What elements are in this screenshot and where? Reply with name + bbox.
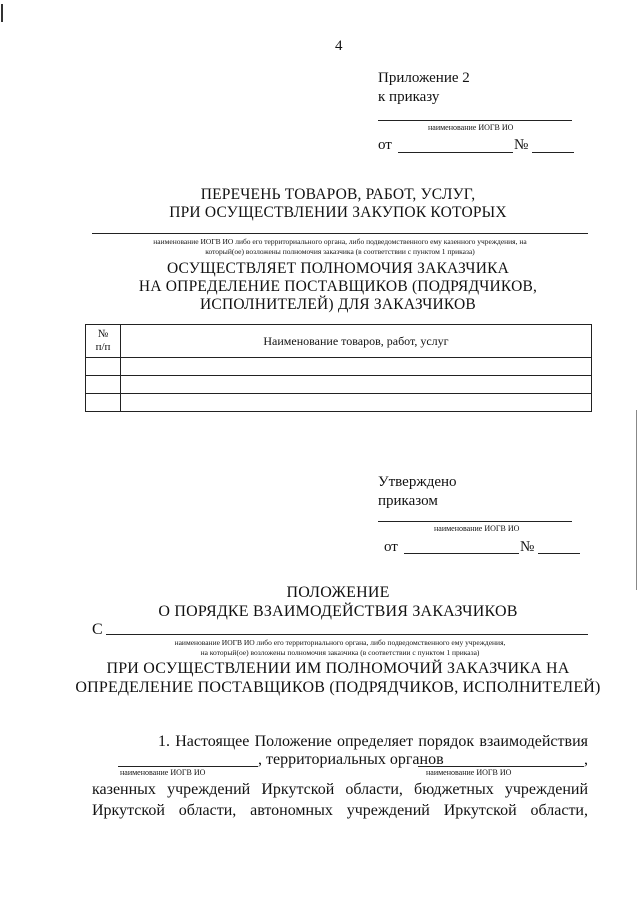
list-title-line2: ПРИ ОСУЩЕСТВЛЕНИИ ЗАКУПОК КОТОРЫХ [169,204,507,221]
regulation-caption1: наименование ИОГВ ИО либо его территориального органа, либо подведомственного ему учреждения, [174,638,506,647]
approved-date-prefix: от [384,539,398,555]
list-title-line5: ИСПОЛНИТЕЛЕЙ) ДЛЯ ЗАКАЗЧИКОВ [200,296,476,313]
page-number: 4 [335,38,343,54]
list-title-fill-line [92,233,588,234]
approved-name-caption: наименование ИОГВ ИО [434,524,520,533]
body-fill-line-right [418,766,584,767]
scan-edge-mark-right [636,410,637,590]
table-row [86,358,592,376]
body-para1-mid: , территориальных органов [258,751,444,768]
approved-line1: Утверждено [378,474,457,490]
body-para1-line1: 1. Настоящее Положение определяет порядок взаимодействия [158,733,588,750]
regulation-title-line2: О ПОРЯДКЕ ВЗАИМОДЕЙСТВИЯ ЗАКАЗЧИКОВ [158,603,518,620]
appendix-date-prefix: от [378,137,392,153]
regulation-fill-line [106,634,588,635]
scan-edge-mark-top [1,4,3,22]
table-cell-number [86,394,121,412]
regulation-title-line4: ОПРЕДЕЛЕНИЕ ПОСТАВЩИКОВ (ПОДРЯДЧИКОВ, ИСПОЛНИТЕЛЕЙ) [75,679,601,696]
column-header-number-line1: № [97,328,109,340]
approved-name-line [378,521,572,522]
body-caption-left: наименование ИОГВ ИО [120,768,206,777]
regulation-prefix: С [92,621,103,638]
list-title-line4: НА ОПРЕДЕЛЕНИЕ ПОСТАВЩИКОВ (ПОДРЯДЧИКОВ, [138,278,538,295]
appendix-date-line [398,152,513,153]
body-caption-right: наименование ИОГВ ИО [426,768,512,777]
list-title-line1: ПЕРЕЧЕНЬ ТОВАРОВ, РАБОТ, УСЛУГ, [200,186,476,203]
list-title-caption2: который(ое) возложены полномочия заказчика (в соответствии с пунктом 1 приказа) [205,247,475,256]
approved-line2: приказом [378,493,438,509]
goods-table [85,324,592,412]
appendix-line2: к приказу [378,89,440,105]
column-header-number [86,325,121,358]
appendix-name-line [378,120,572,121]
regulation-caption2: на который(ое) возложены полномочия заказчика (в соответствии с пунктом 1 приказа) [200,648,480,657]
approved-date-line [404,553,519,554]
body-fill-line-left [118,766,258,767]
list-title-caption1: наименование ИОГВ ИО либо его территориального органа, либо подведомственного ему казенного учреждения, на [153,237,527,246]
table-header-row [86,325,592,358]
appendix-number-sign: № [514,137,529,153]
appendix-name-caption: наименование ИОГВ ИО [428,123,514,132]
approved-number-line [538,553,580,554]
body-para1-end: , [584,751,588,768]
approved-number-sign: № [520,539,535,555]
appendix-line1: Приложение 2 [378,70,470,86]
table-cell-name [121,394,592,412]
table-cell-name [121,376,592,394]
table-cell-number [86,358,121,376]
regulation-title-line1: ПОЛОЖЕНИЕ [286,584,390,601]
list-title-line3: ОСУЩЕСТВЛЯЕТ ПОЛНОМОЧИЯ ЗАКАЗЧИКА [166,260,510,277]
body-line3: казенных учреждений Иркутской области, бюджетных учреждений [92,781,588,798]
column-header-number-line2: п/п [95,341,111,353]
table-cell-name [121,358,592,376]
column-header-name: Наименование товаров, работ, услуг [121,325,592,358]
table-row [86,394,592,412]
body-line4: Иркутской области, автономных учреждений Иркутской области, [92,802,588,819]
table-cell-number [86,376,121,394]
regulation-title-line3: ПРИ ОСУЩЕСТВЛЕНИИ ИМ ПОЛНОМОЧИЙ ЗАКАЗЧИКА НА [106,660,570,677]
appendix-number-line [532,152,574,153]
table-row [86,376,592,394]
